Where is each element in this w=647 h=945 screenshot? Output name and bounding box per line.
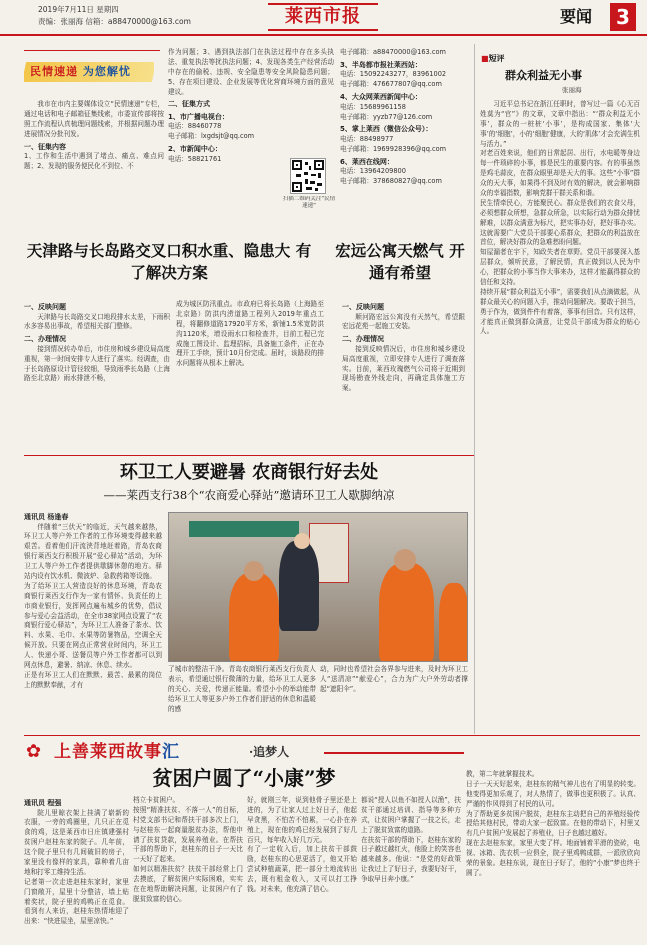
story-banner-b: 汇	[162, 742, 180, 762]
photo-person-head	[244, 561, 264, 581]
minqing-s2b-phone: 电话：58821761	[168, 154, 222, 163]
duanping-label-text: 短评	[488, 54, 505, 63]
photo-person-worker1	[229, 573, 279, 662]
banking-c1-body: 伴随着“三伏天”的临近，天气越来越热，环卫工人等户外工作者的工作环境变得越来越艰苦。看着他们汗流浃背地赶着路，青岛农商银行莱西支行积极开展“爱心驿站”活动，为环卫工人等户外工作者提供歇脚休憩的地方。驿站内设有饮水机、微波炉、急救药箱等设施。 为了给环卫工人营造良好的休息环境，青岛农商银行莱西支行作为一家有情怀、负责任的上市商业银行，发挥网点遍布城乡的优势，倡议参与爱心会益活动，在全市38家网点设置了“农商银行爱心驿站”，为环卫工人准备了茶水、饮料、水果、毛巾、水果等防暑物品，空调全天候开放。只要在网点正常营业时间内，环卫工人、快递小哥、送餐员等户外工作者都可以到网点休息，避暑、纳凉、休息、续水。 正是有环卫工人们在默默、最苦、最累的岗位上的默默奉献，才有	[24, 522, 162, 689]
contact-s3-mail: 电子邮箱：476677807@qq.com	[340, 80, 442, 89]
contact-s4-mail: 电子邮箱：yyzb77@126.com	[340, 112, 433, 121]
contact-s6-mail: 电子邮箱：378680827@qq.com	[340, 177, 442, 186]
section-title: 要闻	[560, 7, 593, 26]
poverty-byline: 通讯员 程强	[24, 799, 62, 807]
qr-caption: 扫描二维码关注“民情速递”	[282, 196, 336, 210]
duanping-text: 习近平总书记在浙江任职时，曾写过一篇《心无百姓莫为“官”》的文章，文章中指出：“‘群众利益无小事’，群众的一桩桩‘小事’，是构成国家、集体‘大事’的‘细胞’，小的‘细胞’健康，大的‘肌体’才会充满生机与活力。” 对老百姓来说，他们的日常起居、出行，水电暖等身边每一件琐碎的小事，都是民生的重要内容。有的事虽然是鸡毛蒜皮，在群众眼里却是天大的事。这些“小事”群众的天大事，如果得不到及时有效的解决，就会影响群众的幸福指数，影响党群干群关系和谐。 民生情牵民心，方能聚民心。群众是我们的衣食父母，必须想群众所想，急群众所急，以实际行动为群众排忧解难，以群众满意为标尺，把实事办好，把好事办实。这就需要广大党员干部要心系群众，把群众的利益放在首位，解决好群众的急难愁盼问题。 知屋漏者在宇下，知政失者在草野。党员干部要深入基层群众，倾听民意，了解民情，真正做到以人民为中心，把群众的小事当作大事来办，这样才能赢得群众的信任和支持。 持续开展“群众利益无小事”，需要我们从点滴做起，从群众最关心的问题入手，推动问题解决。要敢于担当，勇于作为，做到件件有着落，事事有回音。只有这样，才能真正做到群众满意，让党员干部成为群众的贴心人。	[480, 100, 640, 336]
poverty-col2	[133, 796, 243, 936]
minqing-banner-a: 民情速递	[30, 65, 78, 78]
street-s2-body: 接到情况转办单后，市住房和城乡建设局高度重视，第一时间安排专人进行了落实。经调查，由于长岛路原设计管径较细，导致雨季长岛路（上海路至北京路）雨水排泄不畅，	[24, 344, 170, 383]
minqing-s2: 二、征集方式	[168, 100, 210, 109]
minqing-banner-b: 为您解忧	[82, 65, 131, 78]
column-divider	[474, 44, 475, 734]
poverty-col4	[361, 796, 461, 936]
duanping-body	[480, 100, 640, 640]
poverty-col3	[247, 796, 357, 936]
housing-col	[342, 300, 465, 450]
square-bullet-icon: ■	[481, 54, 489, 63]
street-headline: 天津路与长岛路交叉口积水重、隐患大 有了解决方案	[26, 241, 312, 282]
banking-col2	[168, 665, 316, 735]
banking-subheadline: ——莱西支行38个“农商爱心驿站”邀请环卫工人歇脚纳凉	[103, 488, 395, 502]
housing-s2: 二、办理情况	[342, 335, 384, 344]
contact-s5: 5、掌上莱西（微信公众号）：	[340, 125, 433, 134]
minqing-intro: 我市在市内主要媒体设立“民情速递”专栏，通过电话和电子邮箱征集线索，市委宣传部将按照工作流程认真梳理问题线索，并根据问题办理进展情况分批刊发。	[24, 100, 164, 138]
photo-banner	[189, 521, 299, 537]
contact-s3: 3、半岛都市报社莱西站：	[340, 60, 422, 69]
street-s1: 一、反映问题	[24, 303, 66, 311]
banking-c2-body: 了城市的整洁干净。青岛农商银行莱西支行负责人表示，希望通过银行微薄的力量，给环卫工人更多的关心、关爱，传递正能量。希望小小的举动能带给环卫工人等更多户外工作者们舒适的休息和温暖的感	[168, 665, 316, 713]
street-c2-body: 成为城区防汛重点。市政府已将长岛路（上海路至北京路）防洪内涝道路工程列入2019年重点工程，将翻修道路17920平方米，新铺1.5米宽防洪沟1120米，增设雨水口和检查井，目前工程已完成施工图设计、监理招标，具备施工条件，正在办理开工手续，预计10月份完成。届时，该路段的排水问题将从根本上解决。	[176, 300, 324, 368]
contact-s6: 6、莱西在线网：	[340, 157, 394, 166]
lotus-icon: ✿	[26, 741, 42, 762]
minqing-s2b: 2、市新闻中心：	[168, 145, 222, 154]
photo-person-worker2	[379, 563, 434, 662]
duanping-author: 张丽海	[562, 86, 582, 94]
banner-line	[324, 752, 464, 754]
housing-s1-body: 顺河路宏远公寓没有天然气，希望跟宏远花苑一起施工安装。	[342, 312, 465, 331]
contact-s5-phone: 电话：88498977	[340, 134, 394, 143]
photo-person-worker3	[439, 583, 468, 662]
contact-s4: 4、大众网莱西新闻中心：	[340, 93, 422, 102]
story-banner-c: ·追梦人	[249, 745, 290, 759]
contact-mail-1: 电子邮箱：a88470000@163.com	[340, 48, 446, 56]
editor-info: 责编：张丽海 信箱：a88470000@163.com	[38, 17, 191, 26]
street-headline-box	[24, 240, 314, 298]
minqing-col1	[24, 100, 164, 234]
section-rule	[24, 735, 640, 736]
poverty-col5	[466, 770, 640, 940]
banner-rule	[24, 50, 160, 62]
qr-code-icon[interactable]	[290, 158, 326, 194]
poverty-headline: 贫困户圆了“小康”梦	[152, 766, 336, 790]
street-s2: 二、办理情况	[24, 335, 66, 344]
contact-s4-phone: 电话：15689961158	[340, 102, 406, 111]
duanping-title: 群众利益无小事	[505, 69, 582, 82]
page-number: 3	[610, 3, 636, 31]
minqing-s2a: 1、市广播电视台：	[168, 112, 229, 121]
issue-date: 2019年7月11日 星期四	[38, 5, 119, 14]
housing-headline-box	[330, 240, 470, 298]
contact-s6-phone: 电话：13964209800	[340, 167, 406, 176]
story-banner	[24, 740, 464, 764]
photo-person-staff	[279, 541, 319, 631]
section-rule	[24, 455, 474, 456]
banking-byline: 通讯员 杨逢春	[24, 513, 69, 521]
contact-s5-mail: 电子邮箱：1969928396@qq.com	[340, 144, 447, 153]
photo-person-head	[394, 549, 416, 571]
street-s1-body: 天津路与长岛路交叉口地段排水太差，下雨积水多容易出事故，希望相关部门整修。	[24, 312, 170, 331]
banking-col3	[320, 665, 468, 735]
street-col2	[176, 300, 324, 450]
poverty-c1-body: 院儿里晾衣架上挂满了崭新的衣服，一旁的鸡圈里，几只正在觅食的鸡，这是莱西市日庄镇建强村贫困户赵桂东家的院子。几年前，这个院子里只有几间破旧的房子，家里没有像样的家具，靠种着几亩地和打零工维持生活。 记者第一次走进赵桂东家时，家里门窗敞开，屋里十分整洁，墙上贴着奖状，院子里的鸡鸭正在觅食。看到有人来访，赵桂东热情地迎了出来：“快进屋坐，屋里凉快。”	[24, 808, 129, 926]
banking-c3-body: 动，同时也希望社会各界参与进来，及时为环卫工人“送清凉”“献爱心”，合力为广大户外劳动者撑起“遮阳伞”。	[320, 665, 468, 693]
minqing-c2-body: 作为问题；3、遇到执法部门在执法过程中存在多头执法、重复执法等扰执法问题；4、发现各类生产经营活动中存在的偷税、违规、安全隐患等安全风险隐患问题；5、存在项目建设、企业发展等优化营商环境方面的意见建议。	[168, 48, 334, 96]
poverty-c5-body: 教，第二年就掌握技术。 日子一天天好起来，赵桂东的精气神儿也有了明显的转变。他变得更加乐观了，对人热情了，做事也更积极了。认真、严谨的作风得到了村民的认可。 为了帮助更多贫困户脱贫，赵桂东主动把自己的养殖经验传授给其他村民，带动大家一起致富。在他的带动下，村里又有几户贫困户发展起了养殖业，日子也越过越好。 现在去赵桂东家，家里大变了样。地面铺着平滑的瓷砖，电视、冰箱、洗衣机一应俱全，院子里鸡鸭成群，一派欣欣向荣的景象。赵桂东说，现在日子好了，他的“小康”梦也终于圆了。	[466, 770, 640, 877]
duanping-label	[481, 53, 505, 65]
housing-s1: 一、反映问题	[342, 303, 384, 311]
minqing-s2a-mail: 电子邮箱：lxgdsjt@qq.com	[168, 132, 255, 141]
photo-person-head	[294, 533, 310, 549]
poverty-c4-body: 都说“授人以鱼不如授人以渔”，扶贫干部通过培训、指导等多种方式，让贫困户掌握了一技之长，走上了脱贫致富的道路。 在扶贫干部的帮助下，赵桂东家的日子越过越红火，他脸上的笑容也越来越多。他说：“是党的好政策让我过上了好日子，我要好好干，争取早日奔小康。”	[361, 796, 461, 884]
contact-s3-phone: 电话：15092243277，83961002	[340, 70, 447, 79]
minqing-banner	[24, 62, 154, 82]
banking-headline: 环卫工人要避暑 农商银行好去处	[119, 462, 379, 483]
poverty-c2-body: 档立卡贫困户。 按照“精准扶贫、不落一人”的目标，村党支部书记和帮扶干部多次上门，与赵桂东一起商量脱贫办法，帮他申请了扶贫贷款，发展养殖业。在帮扶干部的帮助下，赵桂东的日子一天比一天好了起来。 如何以精准扶贫？扶贫干部经常上门去摸底，了解贫困户实际困难，实实在在地帮助解决问题，让贫困户有了脱贫致富的信心。	[133, 796, 243, 903]
street-col1	[24, 300, 170, 450]
poverty-c3-body: 好，就刚三年，说到他骨子里还是上进的，为了让家人过上好日子，他起早贪黑，不怕苦不怕累，一心扑在养殖上，现在他的鸡已经发展到了好几百只，每年收入好几万元。 有了一定收入后，加上扶贫干部鼓励，赵桂东的心思更活了，他又开始尝试种植蔬菜，把一部分土地流转出去，既有租金收入，又可以打工挣钱。对未来，他充满了信心。	[247, 796, 357, 894]
housing-headline: 宏远公寓天燃气 开通有希望	[335, 241, 465, 282]
news-photo	[168, 512, 468, 662]
newspaper-logo: 莱西市报	[268, 3, 378, 31]
minqing-col3	[340, 48, 465, 234]
minqing-s2a-phone: 电话：88460778	[168, 122, 222, 131]
poverty-col1	[24, 796, 129, 936]
banking-col1	[24, 510, 162, 732]
story-banner-a: 上善莱西故事	[54, 742, 162, 762]
minqing-s1: 一、征集内容	[24, 142, 66, 151]
minqing-s1-body: 1、工作和生活中遇到了堵点、痛点、难点问题；2、发现的服务便民化不到位、不	[24, 152, 164, 170]
housing-s2-body: 接到反映情况后，市住房和城乡建设局高度重视，立即安排专人进行了调查落实。目前，莱西玫瑰燃气公司将于近期到现场勘查外线走向，再确定具体施工方案。	[342, 344, 465, 393]
